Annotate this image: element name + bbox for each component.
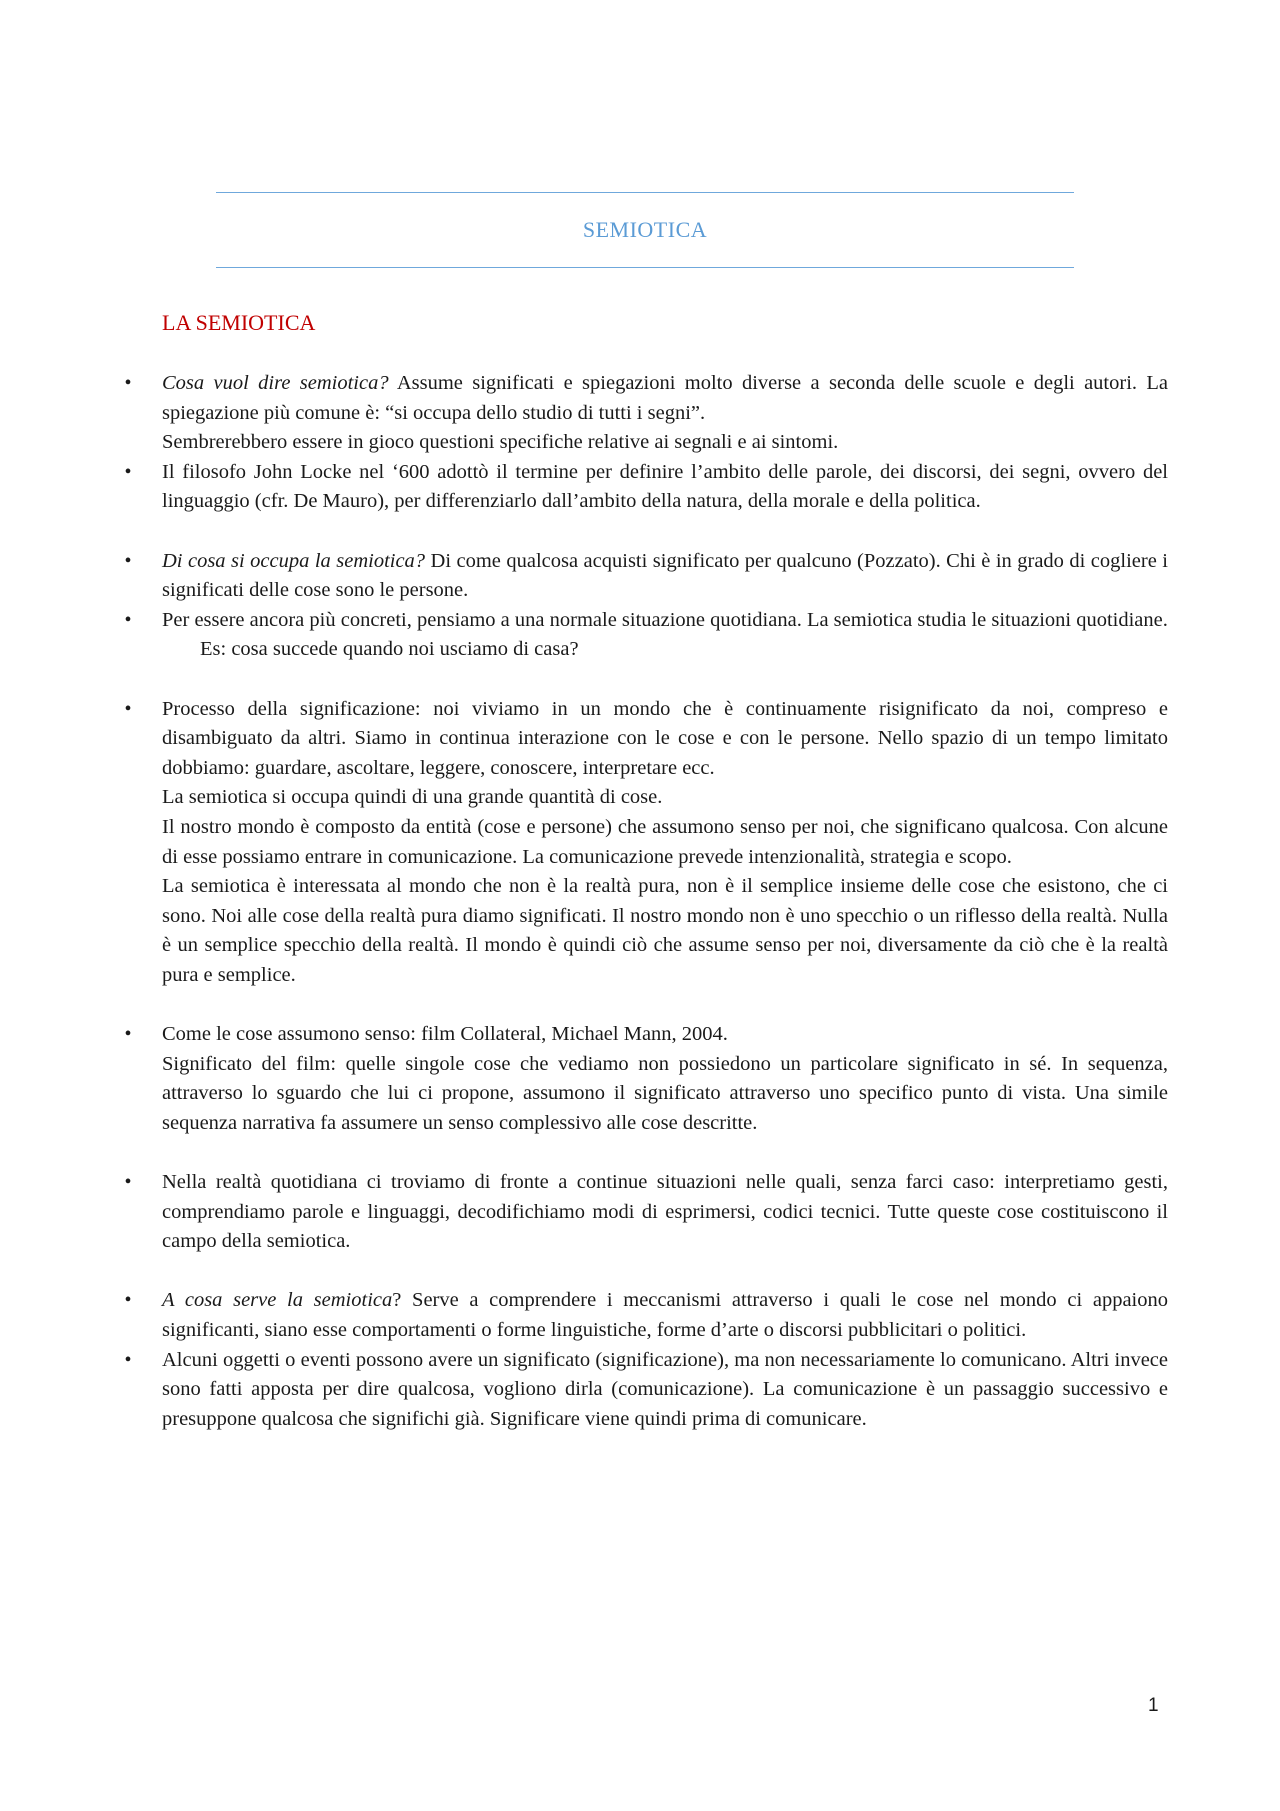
list-item — [124, 695, 1168, 991]
item-extra: Sembrerebbero essere in gioco questioni specifiche relative ai segnali e ai sintomi. — [162, 431, 839, 454]
title-rule-top — [216, 192, 1074, 193]
list-item — [124, 1286, 1168, 1345]
bullet-icon: • — [124, 1348, 132, 1371]
list-item — [124, 1346, 1168, 1435]
item-paragraph: La semiotica si occupa quindi di una grande quantità di cose. — [162, 786, 663, 809]
bullet-icon: • — [124, 1023, 132, 1046]
bullet-list — [124, 369, 1168, 1434]
item-question: A cosa serve la semiotica — [162, 1289, 393, 1312]
document-title: SEMIOTICA — [582, 217, 708, 242]
item-text: Processo della significazione: noi viviamo in un mondo che è continuamente risignificato da noi, compreso e disambiguato da altri. Siamo in continua interazione con le cose e con le persone. Nello spazio di un tempo limitato dobbiamo: guardare, ascoltare, leggere, conoscere, interpretare ecc. — [162, 697, 1168, 779]
list-item — [124, 458, 1168, 517]
list-item — [124, 606, 1168, 665]
item-paragraph: La semiotica è interessata al mondo che non è la realtà pura, non è il semplice insieme delle cose che esistono, che ci sono. Noi alle cose della realtà pura diamo significati. Il nostro mondo non è uno specchio o un riflesso della realtà. Nulla è un semplice specchio della realtà. Il mondo è quindi ciò che assume senso per noi, diversamente da ciò che è la realtà pura e semplice. — [162, 875, 1168, 986]
item-text: Come le cose assumono senso: film Collateral, Michael Mann, 2004. — [162, 1023, 728, 1046]
page-number: 1 — [1148, 1695, 1159, 1716]
item-paragraph: Significato del film: quelle singole cose che vediamo non possiedono un particolare significato in sé. In sequenza, attraverso lo sguardo che lui ci propone, assumono il significato attraverso uno specifico punto di vista. Una simile sequenza narrativa fa assumere un senso complessivo alle cose descritte. — [162, 1052, 1168, 1134]
title-rule-bottom — [216, 267, 1074, 268]
item-text: Nella realtà quotidiana ci troviamo di fronte a continue situazioni nelle quali, senza farci caso: interpretiamo gesti, comprendiamo parole e linguaggi, decodifichiamo modi di esprimersi, codici tecnici. Tutte queste cose costituiscono il campo della semiotica. — [162, 1171, 1168, 1253]
list-item — [124, 1020, 1168, 1138]
bullet-icon: • — [124, 697, 132, 720]
item-question: Di cosa si occupa la semiotica? — [162, 549, 426, 572]
body-content — [124, 369, 1168, 1434]
list-item — [124, 1168, 1168, 1257]
bullet-icon: • — [124, 460, 132, 483]
bullet-icon: • — [124, 1171, 132, 1194]
bullet-icon: • — [124, 1289, 132, 1312]
item-text: ? Serve a comprendere i meccanismi attraverso i quali le cose nel mondo ci appaiono significanti, siano esse comportamenti o forme linguistiche, forme d’arte o discorsi pubblicitari o politici. — [162, 1289, 1168, 1341]
item-text: Il filosofo John Locke nel ‘600 adottò il termine per definire l’ambito delle parole, dei discorsi, dei segni, ovvero del linguaggio (cfr. De Mauro), per differenziarlo dall’ambito della natura, della morale e della politica. — [162, 460, 1168, 513]
item-text: Alcuni oggetti o eventi possono avere un significato (significazione), ma non necessariamente lo comunicano. Altri invece sono fatti apposta per dire qualcosa, vogliono dirla (comunicazione). La comunicazione è un passaggio successivo e presuppone qualcosa che significhi già. Significare viene quindi prima di comunicare. — [162, 1348, 1168, 1430]
section-heading: LA SEMIOTICA — [162, 310, 316, 335]
list-item — [124, 369, 1168, 458]
bullet-icon: • — [124, 372, 132, 394]
item-text: Di come qualcosa acquisti significato per qualcuno (Pozzato). Chi è in grado di cogliere i significati delle cose sono le persone. — [162, 549, 1168, 602]
item-text: Assume significati e spiegazioni molto diverse a seconda delle scuole e degli autori. La spiegazione più comune è: “si occupa dello studio di tutti i segni”. — [162, 372, 1168, 424]
list-item — [124, 547, 1168, 606]
bullet-icon: • — [124, 608, 132, 631]
bullet-icon: • — [124, 549, 132, 572]
item-example: Es: cosa succede quando noi usciamo di casa? — [200, 638, 579, 661]
item-question: Cosa vuol dire semiotica? — [162, 372, 389, 394]
item-text: Per essere ancora più concreti, pensiamo a una normale situazione quotidiana. La semiotica studia le situazioni quotidiane. — [162, 608, 1168, 631]
item-paragraph: Il nostro mondo è composto da entità (cose e persone) che assumono senso per noi, che significano qualcosa. Con alcune di esse possiamo entrare in comunicazione. La comunicazione prevede intenzionalità, strategia e scopo. — [162, 815, 1168, 868]
